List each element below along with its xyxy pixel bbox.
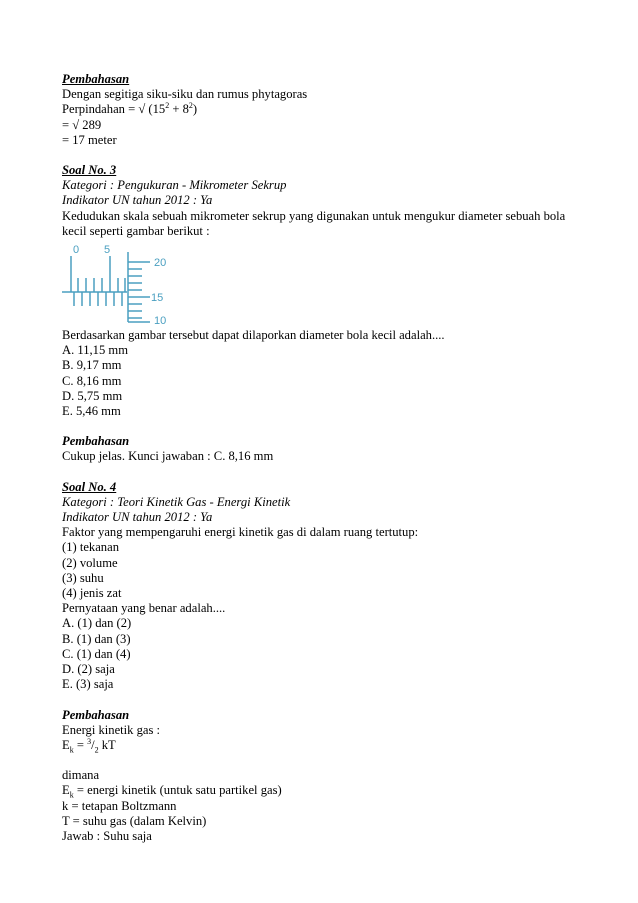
option-c: C. (1) dan (4) [62,646,131,661]
text-line: Dengan segitiga siku-siku dan rumus phytagoras [62,87,308,102]
section-heading: Pembahasan [62,72,130,86]
question-heading: Soal No. 3 [62,163,117,178]
list-item: (1) tekanan [62,540,119,555]
definition-line: k = tetapan Boltzmann [62,798,177,813]
thimble-label: 15 [151,292,164,305]
section-heading: Pembahasan [62,434,130,449]
text-line: Cukup jelas. Kunci jawaban : C. 8,16 mm [62,449,274,464]
list-item: (4) jenis zat [62,586,122,601]
question-text: Faktor yang mempengaruhi energi kinetik gas di dalam ruang tertutup: [62,525,419,540]
option-c: C. 8,16 mm [62,373,122,388]
category-line: Kategori : Pengukuran - Mikrometer Sekrup [62,178,287,193]
question-prompt: Pernyataan yang benar adalah.... [62,601,226,616]
main-scale-label: 0 [73,244,80,257]
option-b: B. (1) dan (3) [62,631,131,646]
option-e: E. 5,46 mm [62,404,121,419]
question-text: Kedudukan skala sebuah mikrometer sekrup yang digunakan untuk mengukur diameter sebuah bola kecil seperti gambar berikut : [62,208,566,238]
formula-line: $E_k = ^3/_2$ kT [62,736,116,755]
option-d: D. 5,75 mm [62,388,123,403]
list-item: (3) suhu [62,570,104,585]
text-line: = 17 meter [62,132,117,147]
option-b: B. 9,17 mm [62,358,122,373]
document-page [62,72,582,844]
option-a: A. (1) dan (2) [62,616,132,631]
category-line: Kategori : Teori Kinetik Gas - Energi Kinetik [62,494,291,509]
definition-line: $E_k$ = energi kinetik (untuk satu partikel gas) [62,783,282,800]
text-line: Energi kinetik gas : [62,722,161,737]
main-scale-label: 5 [104,244,111,257]
question-prompt: Berdasarkan gambar tersebut dapat dilaporkan diameter bola kecil adalah.... [62,328,445,343]
question-heading: Soal No. 4 [62,479,117,494]
text-line: dimana [62,768,100,783]
thimble-label: 10 [154,315,167,325]
text-line: = √ 289 [62,117,102,132]
micrometer-figure [62,242,242,324]
answer-line: Jawab : Suhu saja [62,828,152,843]
option-d: D. (2) saja [62,662,115,677]
list-item: (2) volume [62,555,118,570]
indicator-line: Indikator UN tahun 2012 : Ya [62,193,213,208]
indicator-line: Indikator UN tahun 2012 : Ya [62,510,213,525]
section-heading: Pembahasan [62,707,130,722]
option-e: E. (3) saja [62,677,114,692]
option-a: A. 11,15 mm [62,343,129,358]
thimble-label: 20 [154,257,167,270]
definition-line: T = suhu gas (dalam Kelvin) [62,813,207,828]
formula-line: Perpindahan = √ $(15^2 + 8^2)$ [62,101,198,117]
